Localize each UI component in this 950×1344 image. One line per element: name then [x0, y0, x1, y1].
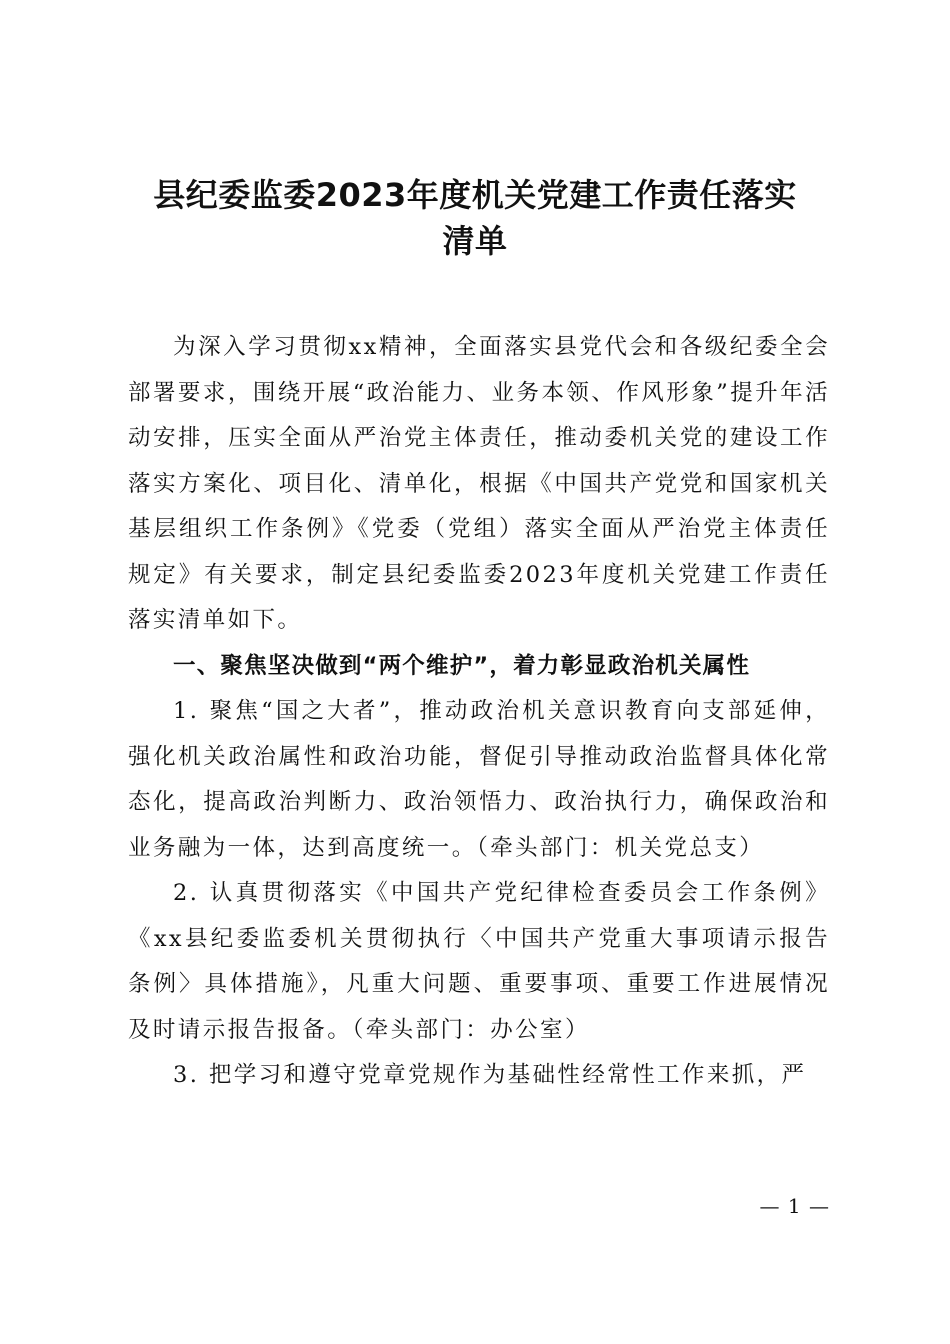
list-item-2: 2. 认真贯彻落实《中国共产党纪律检查委员会工作条例》《xx县纪委监委机关贯彻执行〈中国共产党重大事项请示报告条例〉具体措施》，凡重大问题、重要事项、重要工作进展情况及时请示报告报备。（牵头部门：办公室）	[128, 880, 830, 1043]
page-number: — 1 —	[759, 1194, 830, 1218]
title-line-2: 清单	[442, 222, 508, 260]
intro-paragraph: 为深入学习贯彻xx精神，全面落实县党代会和各级纪委全会部署要求，围绕开展“政治能力、业务本领、作风形象”提升年活动安排，压实全面从严治党主体责任，推动委机关党的建设工作落实方案化、项目化、清单化，根据《中国共产党党和国家机关基层组织工作条例》《党委（党组）落实全面从严治党主体责任规定》有关要求，制定县纪委监委2023年度机关党建工作责任落实清单如下。	[128, 334, 830, 633]
title-line-1: 县纪委监委2023年度机关党建工作责任落实	[153, 176, 797, 214]
list-item-1: 1. 聚焦“国之大者”，推动政治机关意识教育向支部延伸，强化机关政治属性和政治功能，督促引导推动政治监督具体化常态化，提高政治判断力、政治领悟力、政治执行力，确保政治和业务融为一体，达到高度统一。（牵头部门：机关党总支）	[128, 698, 830, 861]
list-item-3: 3. 把学习和遵守党章党规作为基础性经常性工作来抓，严	[173, 1062, 807, 1088]
section-heading-1: 一、聚焦坚决做到“两个维护”，着力彰显政治机关属性	[173, 652, 751, 679]
document-body	[128, 325, 830, 1099]
document-title	[120, 172, 830, 264]
